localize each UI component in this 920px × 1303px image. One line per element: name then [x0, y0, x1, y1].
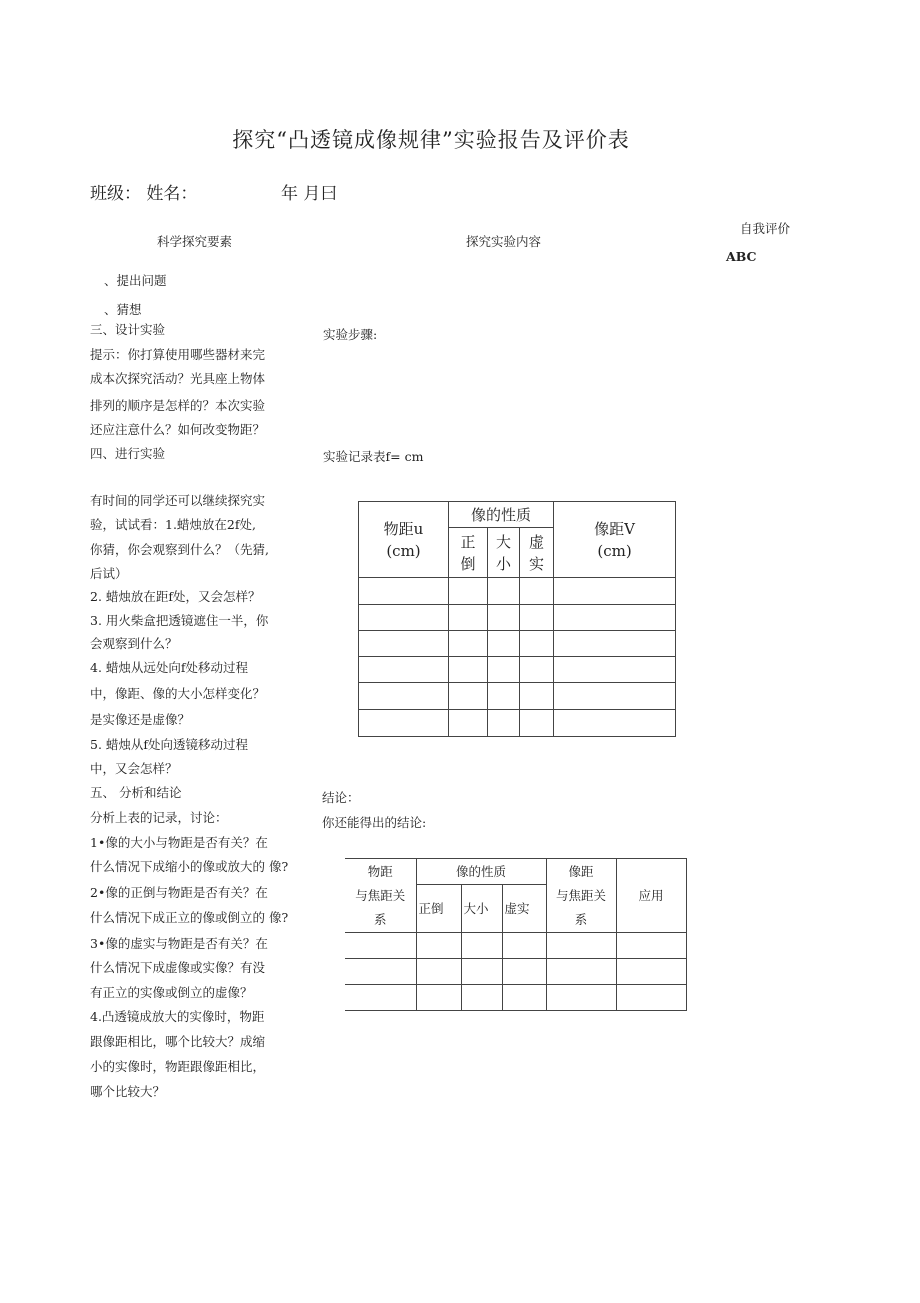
img-dist-header	[554, 502, 676, 578]
table-cell[interactable]	[616, 985, 686, 1011]
table-cell[interactable]	[416, 933, 461, 959]
table-cell[interactable]	[554, 710, 676, 737]
class-name-label: 班级： 姓名：	[90, 184, 198, 204]
analysis-line: 跟像距相比，哪个比较大？成缩	[90, 1034, 266, 1049]
analysis-line: 1•像的大小与物距是否有关？在	[90, 835, 268, 850]
hint-line: 成本次探究活动？光具座上物体	[90, 371, 266, 386]
analysis-line: 分析上表的记录，讨论：	[90, 810, 228, 825]
table-row	[345, 985, 686, 1011]
table-cell[interactable]	[520, 605, 554, 631]
extra-line: 会观察到什么？	[90, 636, 178, 651]
table-cell[interactable]	[416, 959, 461, 985]
table-cell[interactable]	[449, 710, 488, 737]
table-row	[345, 933, 686, 959]
extra-line: 有时间的同学还可以继续探究实	[90, 493, 266, 508]
nature-header: 像的性质	[449, 502, 554, 528]
hint-line: 还应注意什么？如何改变物距？	[90, 422, 266, 437]
table-cell[interactable]	[502, 959, 546, 985]
section-question: 、提出问题	[104, 273, 167, 288]
table-cell[interactable]	[616, 959, 686, 985]
size-header: 大小	[488, 528, 520, 578]
table-cell[interactable]	[554, 631, 676, 657]
table-cell[interactable]	[554, 605, 676, 631]
obj-relation-header: 物距 与焦距关 系	[345, 859, 416, 933]
conclusion-table	[345, 858, 687, 1011]
col-content: 探究实验内容	[466, 234, 542, 249]
grade-options: ABC	[726, 249, 757, 264]
date-label: 年 月曰	[281, 184, 338, 204]
table-cell[interactable]	[554, 683, 676, 710]
analysis-line: 什么情况下成正立的像或倒立的 像?	[90, 910, 289, 925]
img-dist-unit: (cm)	[597, 541, 632, 560]
table-cell[interactable]	[488, 631, 520, 657]
extra-line: 2. 蜡烛放在距f处，又会怎样？	[90, 589, 261, 604]
table-cell[interactable]	[546, 959, 616, 985]
obj-dist-unit: (cm)	[386, 541, 421, 560]
application-header: 应用	[616, 859, 686, 933]
obj-dist-label: 物距u	[383, 519, 424, 538]
table-row	[359, 578, 676, 605]
table-cell[interactable]	[449, 578, 488, 605]
analysis-line: 4.凸透镜成放大的实像时，物距	[90, 1009, 265, 1024]
table-cell[interactable]	[345, 959, 416, 985]
table-cell[interactable]	[449, 683, 488, 710]
table-cell[interactable]	[488, 683, 520, 710]
analysis-line: 哪个比较大？	[90, 1084, 166, 1099]
table-cell[interactable]	[488, 657, 520, 683]
analysis-line: 小的实像时，物距跟像距相比，	[90, 1059, 266, 1074]
table-cell[interactable]	[616, 933, 686, 959]
conclusion-label: 结论：	[322, 790, 360, 805]
section-guess: 、猜想	[104, 302, 142, 317]
table-cell[interactable]	[345, 985, 416, 1011]
table-cell[interactable]	[359, 631, 449, 657]
table-cell[interactable]	[345, 933, 416, 959]
table-cell[interactable]	[546, 985, 616, 1011]
table-cell[interactable]	[449, 605, 488, 631]
nature-header: 像的性质	[416, 859, 546, 885]
table-cell[interactable]	[520, 683, 554, 710]
table-cell[interactable]	[461, 933, 502, 959]
table-cell[interactable]	[502, 933, 546, 959]
table-row	[359, 657, 676, 683]
table-cell[interactable]	[520, 631, 554, 657]
table-cell[interactable]	[359, 657, 449, 683]
page-title: 探究“凸透镜成像规律”实验报告及评价表	[232, 128, 630, 152]
record-label: 实验记录表f= cm	[323, 449, 424, 464]
table-cell[interactable]	[359, 605, 449, 631]
col-self-eval: 自我评价	[740, 221, 791, 236]
table-cell[interactable]	[449, 631, 488, 657]
table-cell[interactable]	[502, 985, 546, 1011]
extra-line: 是实像还是虚像？	[90, 712, 191, 727]
table-row	[345, 959, 686, 985]
real-header: 虚实	[502, 885, 546, 933]
table-cell[interactable]	[488, 710, 520, 737]
table-cell[interactable]	[359, 683, 449, 710]
table-cell[interactable]	[359, 710, 449, 737]
section-design: 三、设计实验	[90, 322, 166, 337]
table-cell[interactable]	[359, 578, 449, 605]
analysis-line: 什么情况下成缩小的像或放大的 像?	[90, 859, 289, 874]
upright-header: 正倒	[449, 528, 488, 578]
extra-line: 4. 蜡烛从远处向f处移动过程	[90, 660, 249, 675]
table-cell[interactable]	[488, 605, 520, 631]
extra-line: 3. 用火柴盒把透镜遮住一半，你	[90, 613, 269, 628]
img-relation-header: 像距 与焦距关 系	[546, 859, 616, 933]
extra-line: 中，像距、像的大小怎样变化？	[90, 686, 266, 701]
extra-line: 后试）	[90, 566, 128, 581]
extra-line: 你猜，你会观察到什么？（先猜,	[90, 542, 269, 557]
img-dist-label: 像距V	[594, 519, 635, 538]
table-cell[interactable]	[461, 985, 502, 1011]
upright-header: 正倒	[416, 885, 461, 933]
table-cell[interactable]	[546, 933, 616, 959]
table-row	[359, 605, 676, 631]
analysis-line: 2•像的正倒与物距是否有关？在	[90, 885, 268, 900]
col-elements: 科学探究要素	[157, 234, 233, 249]
obj-dist-header	[359, 502, 449, 578]
table-cell[interactable]	[449, 657, 488, 683]
table-row	[359, 631, 676, 657]
hint-line: 排列的顺序是怎样的？本次实验	[90, 398, 266, 413]
extra-line: 5. 蜡烛从f处向透镜移动过程	[90, 737, 249, 752]
table-cell[interactable]	[461, 959, 502, 985]
hint-line: 提示：你打算使用哪些器材来完	[90, 347, 266, 362]
section-experiment: 四、进行实验	[90, 446, 166, 461]
size-header: 大小	[461, 885, 502, 933]
table-cell[interactable]	[554, 657, 676, 683]
extra-line: 中，又会怎样？	[90, 761, 178, 776]
table-cell[interactable]	[488, 578, 520, 605]
table-cell[interactable]	[520, 710, 554, 737]
other-conclusion-label: 你还能得出的结论:	[322, 815, 427, 830]
analysis-line: 有正立的实像或倒立的虚像？	[90, 985, 253, 1000]
table-cell[interactable]	[520, 657, 554, 683]
table-cell[interactable]	[416, 985, 461, 1011]
analysis-line: 3•像的虚实与物距是否有关？在	[90, 936, 268, 951]
table-row	[359, 710, 676, 737]
real-header: 虚实	[520, 528, 554, 578]
steps-label: 实验步骤:	[323, 327, 378, 342]
section-analysis: 五、 分析和结论	[90, 785, 182, 800]
extra-line: 验，试试看：1.蜡烛放在2f处,	[90, 517, 256, 532]
table-row	[359, 683, 676, 710]
table-cell[interactable]	[554, 578, 676, 605]
table-cell[interactable]	[520, 578, 554, 605]
record-table	[358, 501, 676, 737]
analysis-line: 什么情况下成虚像或实像？有没	[90, 960, 266, 975]
